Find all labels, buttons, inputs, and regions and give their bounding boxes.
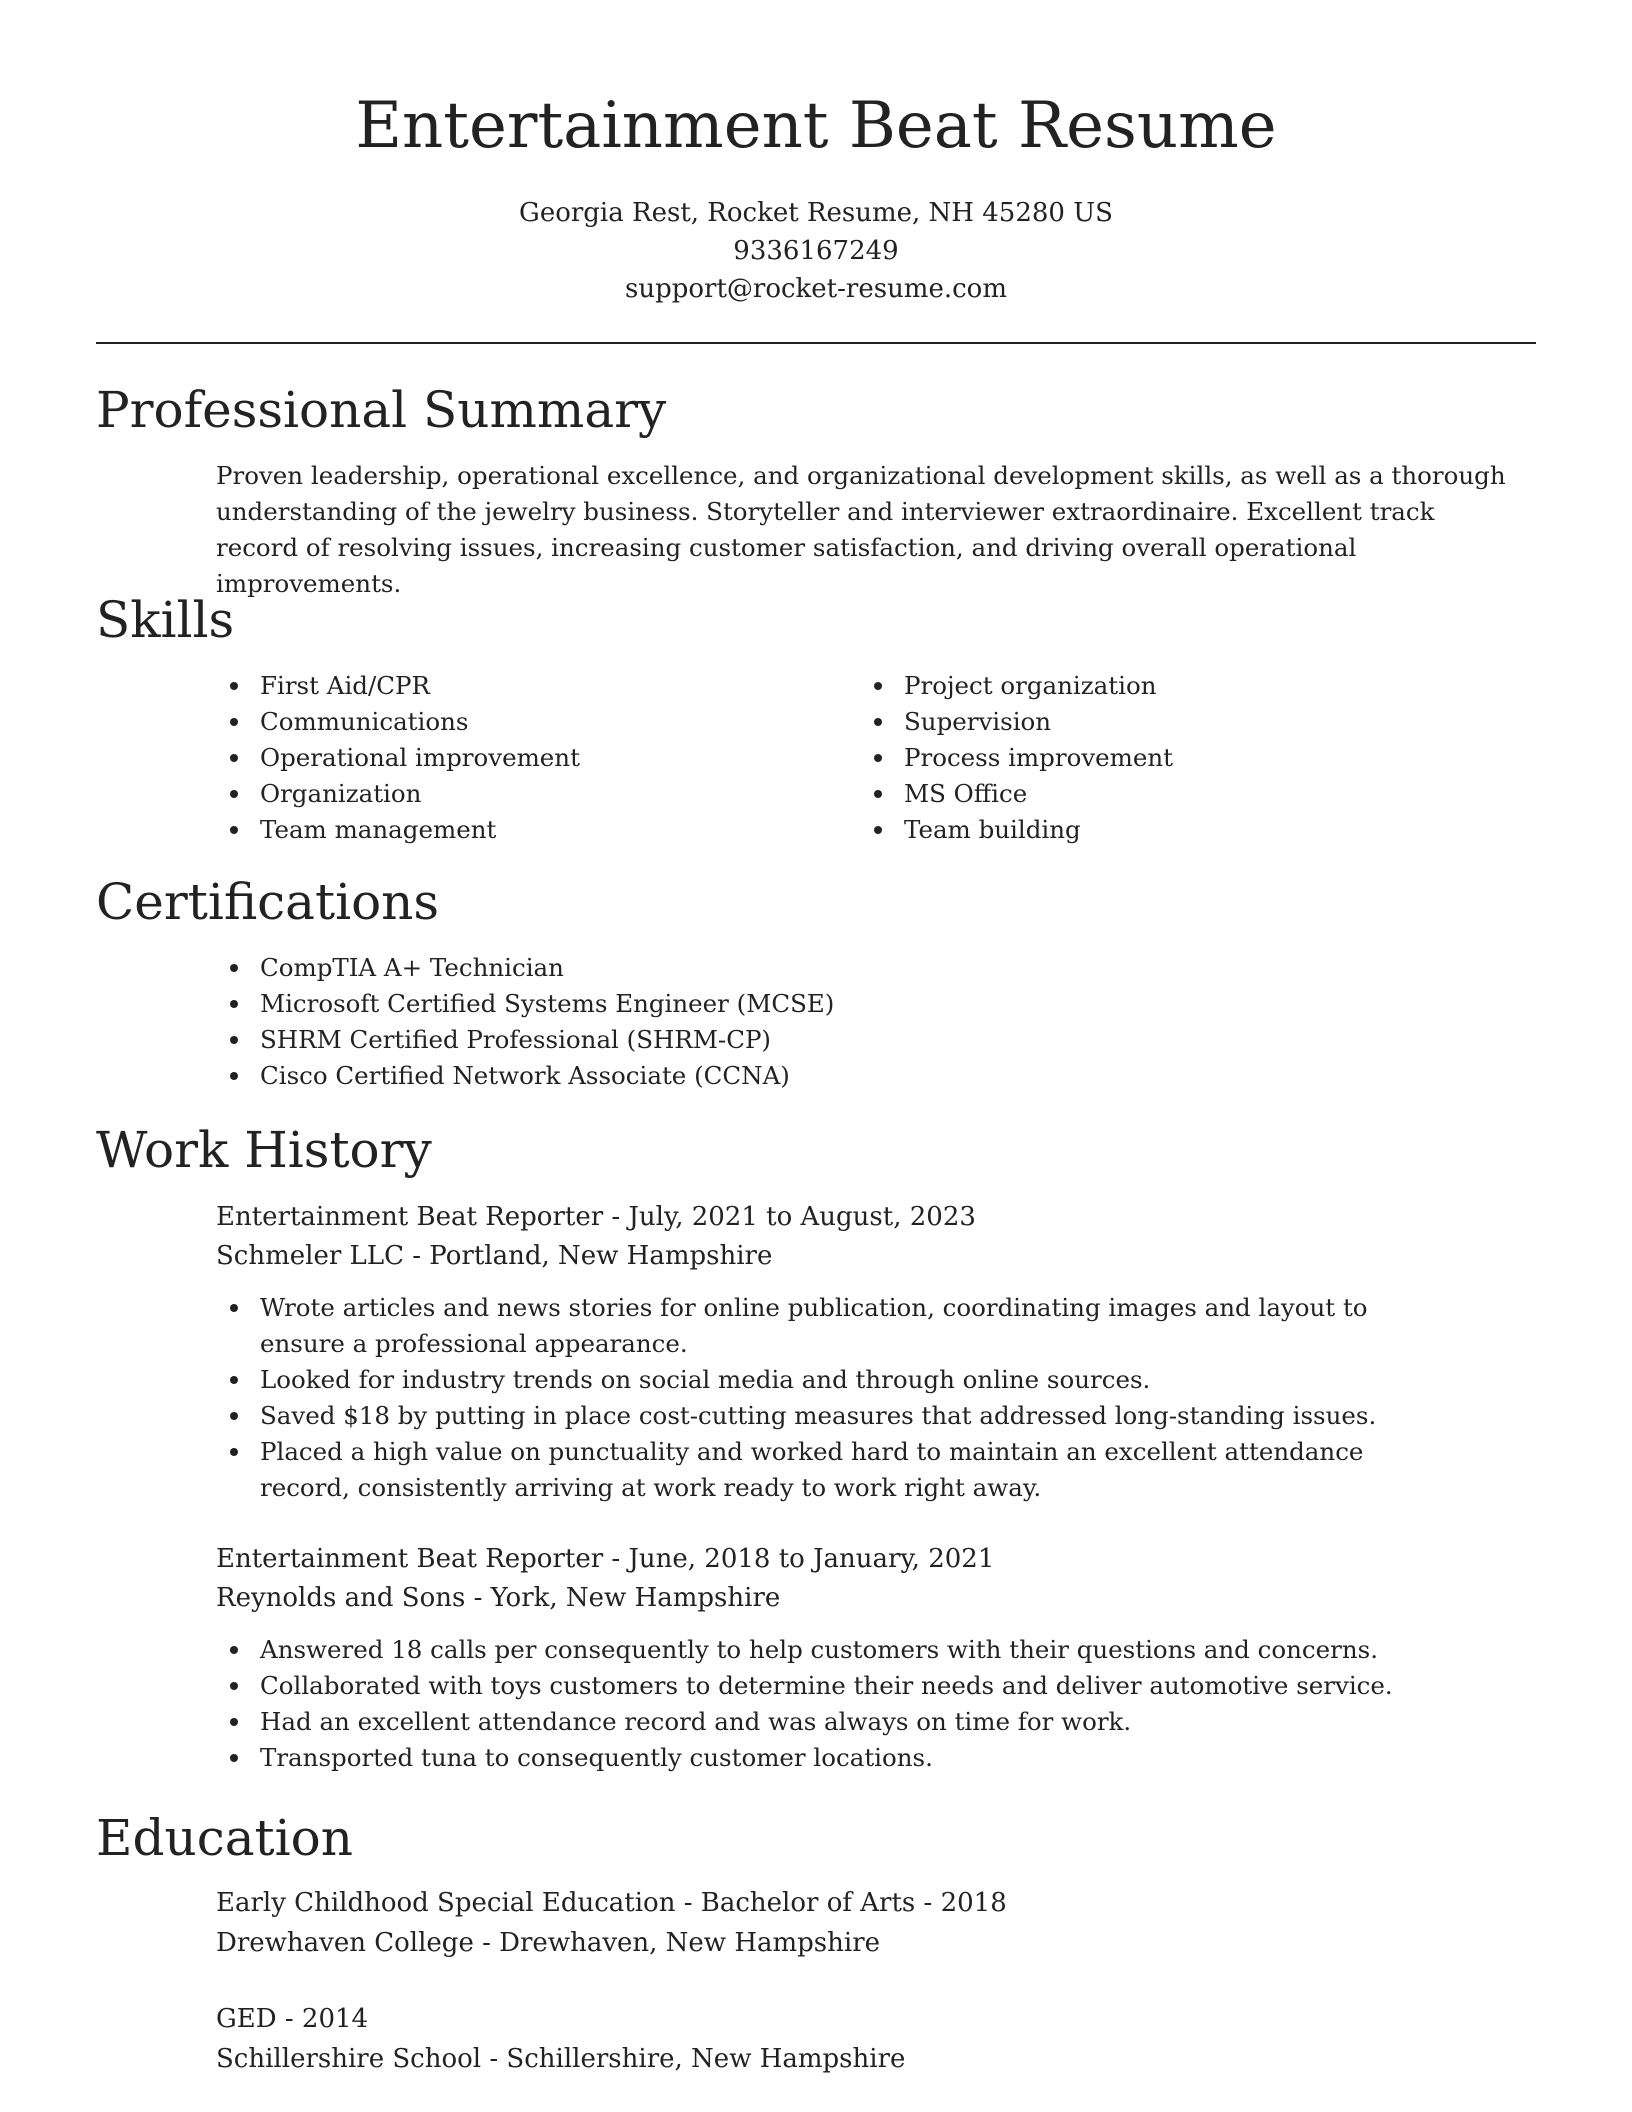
- summary-heading: Professional Summary: [96, 381, 667, 439]
- skill-item: Communications: [216, 704, 816, 740]
- header-divider: [96, 342, 1536, 344]
- education-school: Schillershire School: [216, 2044, 482, 2074]
- education-heading: Education: [96, 1809, 353, 1867]
- job-bullet: Answered 18 calls per consequently to help customers with their questions and concerns.: [216, 1632, 1516, 1668]
- skill-item: Supervision: [860, 704, 1500, 740]
- education-year: - 2014: [276, 2004, 369, 2034]
- job-role: Entertainment Beat Reporter: [216, 1202, 604, 1232]
- education-year: - 2018: [915, 1888, 1007, 1918]
- education-degree: Early Childhood Special Education - Bachelor of Arts: [216, 1888, 916, 1918]
- job-company-line: [216, 1579, 780, 1617]
- job-bullet: Looked for industry trends on social media and through online sources.: [216, 1362, 1456, 1398]
- skill-item: Process improvement: [860, 740, 1500, 776]
- job-role: Entertainment Beat Reporter: [216, 1544, 604, 1574]
- job-location: - York, New Hampshire: [465, 1583, 781, 1613]
- job-bullet: Had an excellent attendance record and was always on time for work.: [216, 1704, 1516, 1740]
- contact-address: Georgia Rest, Rocket Resume, NH 45280 US: [519, 198, 1113, 228]
- work-history-heading: Work History: [96, 1121, 432, 1179]
- education-degree-line: [216, 2000, 368, 2038]
- certification-item: Cisco Certified Network Associate (CCNA): [216, 1058, 1516, 1094]
- education-degree: GED: [216, 2004, 277, 2034]
- certifications-list: [216, 950, 1516, 1094]
- job-bullets: [216, 1632, 1516, 1776]
- contact-email[interactable]: support@rocket-resume.com: [624, 274, 1007, 304]
- job-bullet: Placed a high value on punctuality and worked hard to maintain an excellent attendance record, consistently arriving at work ready to work right away.: [216, 1434, 1456, 1506]
- job-company-line: [216, 1237, 772, 1275]
- education-school-line: [216, 2040, 905, 2078]
- education-degree-line: [216, 1884, 1007, 1922]
- skills-list-left: [216, 668, 816, 848]
- job-location: - Portland, New Hampshire: [403, 1241, 773, 1271]
- skill-item: Team management: [216, 812, 816, 848]
- certification-item: Microsoft Certified Systems Engineer (MCSE): [216, 986, 1516, 1022]
- skill-item: MS Office: [860, 776, 1500, 812]
- job-bullet: Saved $18 by putting in place cost-cutting measures that addressed long-standing issues.: [216, 1398, 1456, 1434]
- job-dates: - July, 2021 to August, 2023: [603, 1202, 976, 1232]
- education-location: - Schillershire, New Hampshire: [481, 2044, 906, 2074]
- skill-item: Team building: [860, 812, 1500, 848]
- skill-item: Operational improvement: [216, 740, 816, 776]
- contact-phone: 9336167249: [733, 236, 899, 266]
- skills-list-right: [860, 668, 1500, 848]
- resume-title: Entertainment Beat Resume: [355, 89, 1277, 163]
- certification-item: CompTIA A+ Technician: [216, 950, 1516, 986]
- education-school-line: [216, 1924, 880, 1962]
- resume-header: [0, 80, 1632, 308]
- skill-item: Organization: [216, 776, 816, 812]
- summary-text: Proven leadership, operational excellence, and organizational development skills, as well as a thorough understanding of the jewelry business. Storyteller and interviewer extraordinaire. Excellent track record of resolving issues, increasing customer satisfaction, and driving overall operational improvements.: [216, 461, 1506, 598]
- education-location: - Drewhaven, New Hampshire: [473, 1928, 881, 1958]
- job-title-line: [216, 1198, 976, 1236]
- job-bullets: [216, 1290, 1456, 1506]
- job-bullet: Wrote articles and news stories for online publication, coordinating images and layout to ensure a professional appearance.: [216, 1290, 1456, 1362]
- education-school: Drewhaven College: [216, 1928, 474, 1958]
- certification-item: SHRM Certified Professional (SHRM-CP): [216, 1022, 1516, 1058]
- job-bullet: Transported tuna to consequently customer locations.: [216, 1740, 1516, 1776]
- skill-item: First Aid/CPR: [216, 668, 816, 704]
- certifications-heading: Certifications: [96, 873, 440, 931]
- skill-item: Project organization: [860, 668, 1500, 704]
- job-company: Reynolds and Sons: [216, 1583, 466, 1613]
- job-company: Schmeler LLC: [216, 1241, 404, 1271]
- job-dates: - June, 2018 to January, 2021: [603, 1544, 995, 1574]
- skills-heading: Skills: [96, 591, 235, 649]
- job-bullet: Collaborated with toys customers to determine their needs and deliver automotive service.: [216, 1668, 1516, 1704]
- job-title-line: [216, 1540, 994, 1578]
